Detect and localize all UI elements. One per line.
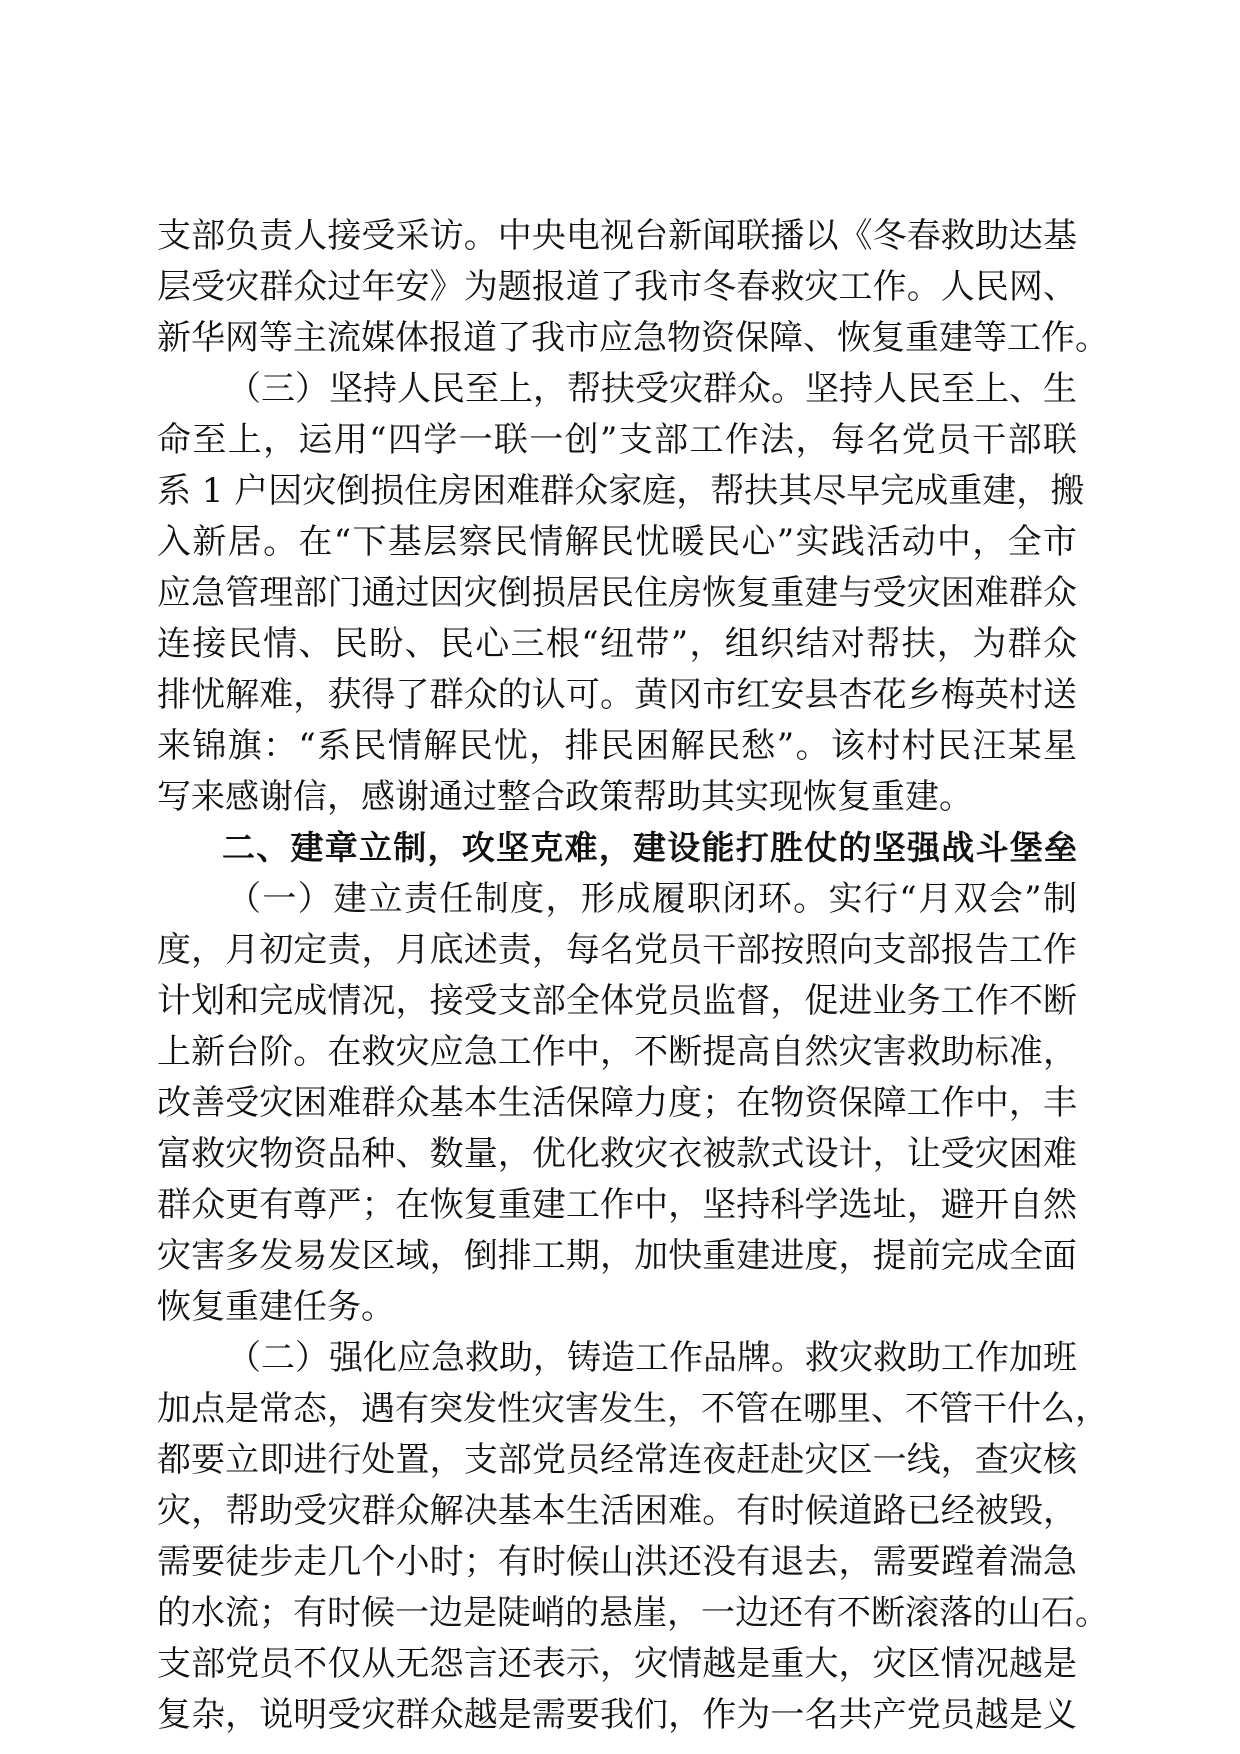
text-line: 连接民情、民盼、民心三根“纽带”，组织结对帮扶，为群众 [157,624,1077,664]
text-line: 的水流；有时候一边是陡峭的悬崖，一边还有不断滚落的山石。 [157,1593,1109,1633]
text-line: 恢复重建任务。 [157,1287,395,1327]
text-line: 写来感谢信，感谢通过整合政策帮助其实现恢复重建。 [157,777,973,817]
text-line: 计划和完成情况，接受支部全体党员监督，促进业务工作不断 [157,981,1077,1021]
text-line: 度，月初定责，月底述责，每名党员干部按照向支部报告工作 [157,930,1077,970]
paragraph-1-start: （一）建立责任制度，形成履职闭环。实行“月双会”制 [227,879,1077,919]
text-line: 上新台阶。在救灾应急工作中，不断提高自然灾害救助标准， [157,1032,1077,1072]
text-line: 新华网等主流媒体报道了我市应急物资保障、恢复重建等工作。 [157,318,1109,358]
text-line: 群众更有尊严；在恢复重建工作中，坚持科学选址，避开自然 [157,1185,1077,1225]
text-line: 加点是常态，遇有突发性灾害发生，不管在哪里、不管干什么， [157,1389,1109,1429]
text-line: 应急管理部门通过因灾倒损居民住房恢复重建与受灾困难群众 [157,573,1077,613]
text-line: 改善受灾困难群众基本生活保障力度；在物资保障工作中，丰 [157,1083,1077,1123]
text-line: 复杂，说明受灾群众越是需要我们，作为一名共产党员越是义 [157,1695,1077,1735]
text-line: 灾，帮助受灾群众解决基本生活困难。有时候道路已经被毁， [157,1491,1077,1531]
text-line: 需要徒步走几个小时；有时候山洪还没有退去，需要蹚着湍急 [157,1542,1077,1582]
text-line: 命至上，运用“四学一联一创”支部工作法，每名党员干部联 [157,420,1077,460]
text-line: 入新居。在“下基层察民情解民忧暖民心”实践活动中，全市 [157,522,1077,562]
text-line: 排忧解难，获得了群众的认可。黄冈市红安县杏花乡梅英村送 [157,675,1077,715]
paragraph-2-start: （二）强化应急救助，铸造工作品牌。救灾救助工作加班 [227,1338,1077,1378]
text-line: 灾害多发易发区域，倒排工期，加快重建进度，提前完成全面 [157,1236,1077,1276]
text-line: 支部负责人接受采访。中央电视台新闻联播以《冬春救助达基 [157,216,1077,256]
text-line: 都要立即进行处置，支部党员经常连夜赶赴灾区一线，查灾核 [157,1440,1077,1480]
text-line: 层受灾群众过年安》为题报道了我市冬春救灾工作。人民网、 [157,267,1077,307]
text-line: 系 1 户因灾倒损住房困难群众家庭，帮扶其尽早完成重建，搬 [157,471,1085,511]
section-heading: 二、建章立制，攻坚克难，建设能打胜仗的坚强战斗堡垒 [222,828,1077,867]
text-line: 来锦旗：“系民情解民忧，排民困解民愁”。该村村民汪某星 [157,726,1077,766]
text-line: 支部党员不仅从无怨言还表示，灾情越是重大，灾区情况越是 [157,1644,1077,1684]
text-line: 富救灾物资品种、数量，优化救灾衣被款式设计，让受灾困难 [157,1134,1077,1174]
paragraph-3-start: （三）坚持人民至上，帮扶受灾群众。坚持人民至上、生 [227,369,1077,409]
